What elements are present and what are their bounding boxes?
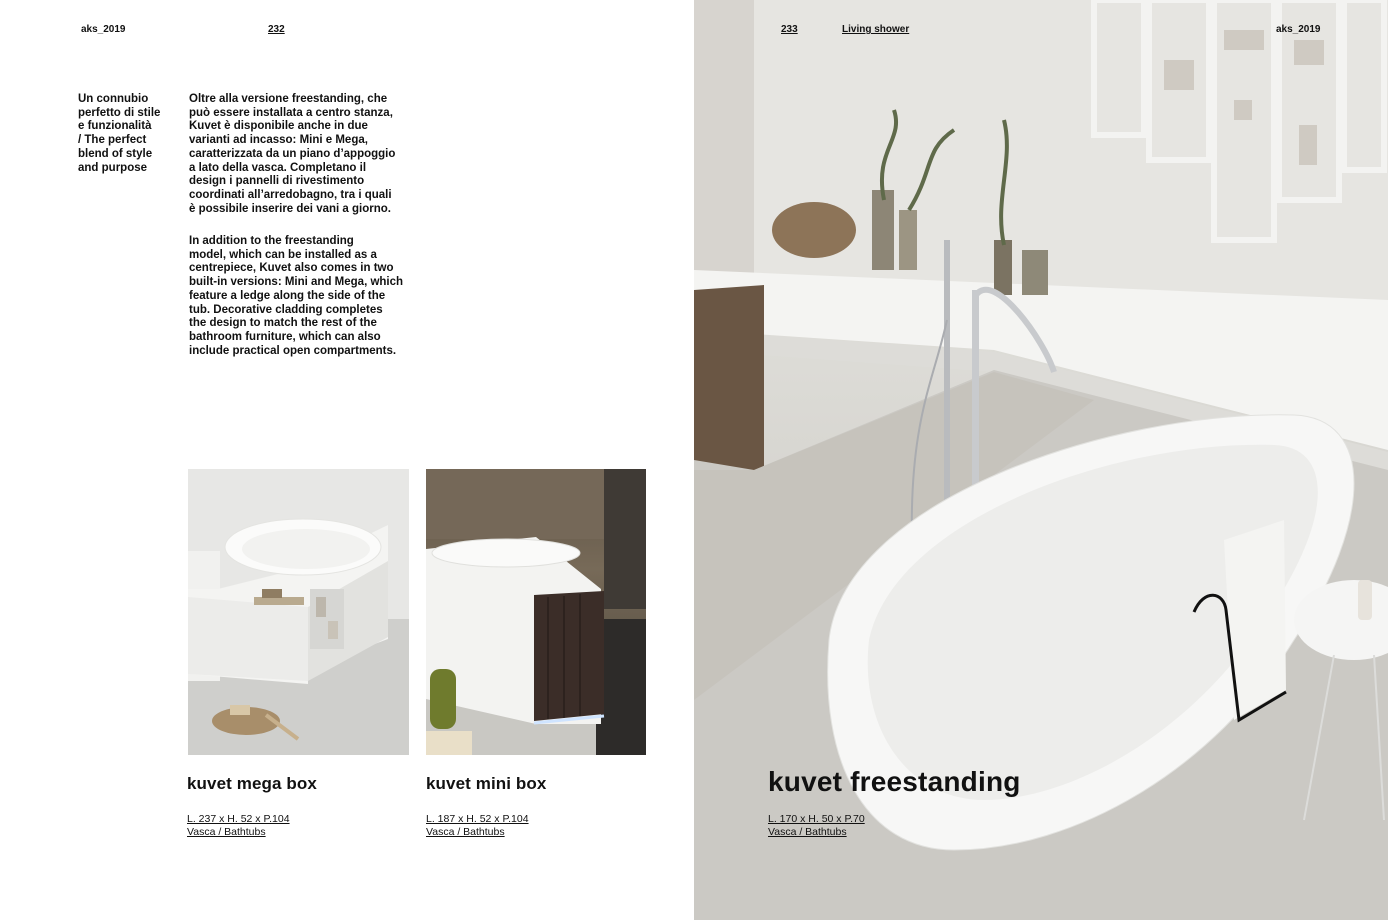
product-dimensions-link[interactable]: L. 170 x H. 50 x P.70 — [768, 813, 865, 825]
product-category-link[interactable]: Vasca / Bathtubs — [187, 826, 266, 838]
paragraph-line: bathroom furniture, which can also — [189, 330, 381, 343]
photo-kuvet-mega-box — [188, 469, 409, 755]
paragraph-line: caratterizzata da un piano d’appoggio — [189, 147, 396, 160]
paragraph-english — [189, 235, 429, 358]
product-title-mini: kuvet mini box — [426, 774, 547, 793]
paragraph-line: coordinati all’arredobagno, tra i quali — [189, 188, 392, 201]
paragraph-line: tub. Decorative cladding completes — [189, 303, 383, 316]
product-spec-mega — [187, 813, 290, 839]
product-category-link[interactable]: Vasca / Bathtubs — [426, 826, 505, 838]
product-title-freestanding: kuvet freestanding — [768, 766, 1021, 797]
paragraph-line: include practical open compartments. — [189, 344, 397, 357]
paragraph-line: centrepiece, Kuvet also comes in two — [189, 262, 394, 275]
paragraph-line: può essere installata a centro stanza, — [189, 106, 393, 119]
paragraph-italian — [189, 93, 429, 216]
intro-heading-line: blend of style — [78, 147, 153, 160]
intro-heading-line: Un connubio — [78, 93, 149, 105]
paragraph-line: è possibile inserire dei vani a giorno. — [189, 202, 391, 215]
page-number-left[interactable]: 232 — [268, 24, 285, 35]
paragraph-line: varianti ad incasso: Mini e Mega, — [189, 134, 368, 147]
product-dimensions-link[interactable]: L. 187 x H. 52 x P.104 — [426, 813, 529, 825]
paragraph-line: In addition to the freestanding — [189, 235, 354, 247]
page-number-right[interactable]: 233 — [781, 24, 798, 35]
intro-heading — [78, 93, 178, 175]
paragraph-line: Kuvet è disponibile anche in due — [189, 120, 368, 133]
intro-heading-line: e funzionalità — [78, 120, 152, 133]
photo-kuvet-mini-box — [426, 469, 646, 755]
section-label[interactable]: Living shower — [842, 24, 910, 35]
paragraph-line: the design to match the rest of the — [189, 317, 377, 330]
bathtub-illustration — [188, 469, 409, 755]
paragraph-line: design i pannelli di rivestimento — [189, 175, 365, 188]
brand-label-right: aks_2019 — [1276, 24, 1321, 35]
paragraph-line: feature a ledge along the side of the — [189, 289, 386, 302]
product-dimensions-link[interactable]: L. 237 x H. 52 x P.104 — [187, 813, 290, 825]
paragraph-line: model, which can be installed as a — [189, 248, 377, 261]
bathtub-illustration — [426, 469, 646, 755]
product-spec-mini — [426, 813, 529, 839]
product-spec-freestanding — [768, 813, 865, 839]
intro-heading-line: and purpose — [78, 161, 148, 174]
paragraph-line: built-in versions: Mini and Mega, which — [189, 276, 404, 289]
product-category-link[interactable]: Vasca / Bathtubs — [768, 826, 847, 838]
product-title-mega: kuvet mega box — [187, 774, 317, 793]
paragraph-line: Oltre alla versione freestanding, che — [189, 93, 388, 105]
brand-label: aks_2019 — [81, 24, 126, 35]
intro-heading-line: perfetto di stile — [78, 106, 161, 119]
paragraph-line: a lato della vasca. Completano il — [189, 161, 367, 174]
intro-heading-line: / The perfect — [78, 134, 147, 147]
